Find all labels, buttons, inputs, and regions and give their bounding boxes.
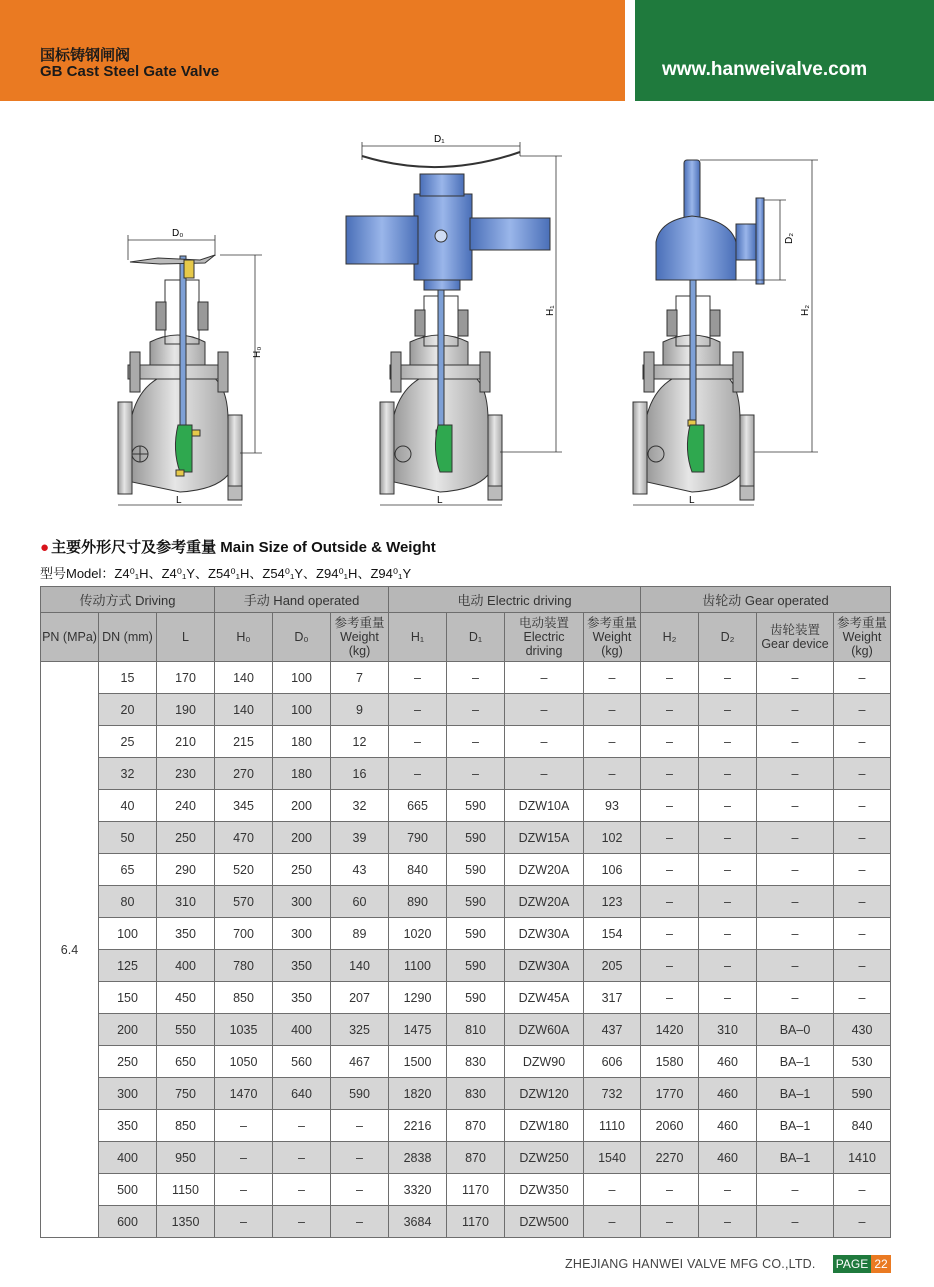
table-cell: DZW350 <box>505 1174 584 1206</box>
table-cell: 460 <box>699 1110 757 1142</box>
table-cell: – <box>641 790 699 822</box>
table-cell: 840 <box>834 1110 891 1142</box>
table-cell: 200 <box>273 790 331 822</box>
table-cell: 80 <box>99 886 157 918</box>
table-row <box>41 1142 891 1174</box>
table-cell: – <box>834 886 891 918</box>
header-divider <box>625 0 635 101</box>
table-cell: 240 <box>157 790 215 822</box>
table-cell: – <box>699 758 757 790</box>
page-number: 22 <box>871 1255 891 1273</box>
col-header-dn: DN (mm) <box>99 613 157 662</box>
table-cell: 150 <box>99 982 157 1014</box>
table-cell: – <box>215 1174 273 1206</box>
table-cell: 520 <box>215 854 273 886</box>
table-row <box>41 918 891 950</box>
table-cell: 830 <box>447 1078 505 1110</box>
col-header-l: L <box>157 613 215 662</box>
table-cell: 350 <box>157 918 215 950</box>
table-cell: BA–1 <box>757 1046 834 1078</box>
table-cell: – <box>757 854 834 886</box>
table-cell: 1050 <box>215 1046 273 1078</box>
dim-label-h1: H₁ <box>545 305 556 316</box>
page-label: PAGE <box>833 1255 871 1273</box>
table-cell: DZW20A <box>505 886 584 918</box>
table-cell: 180 <box>273 758 331 790</box>
table-cell: 60 <box>331 886 389 918</box>
valve-diagrams <box>0 120 934 520</box>
table-cell: – <box>699 886 757 918</box>
dim-label-l1: L <box>176 495 182 506</box>
table-cell: 870 <box>447 1110 505 1142</box>
website-link[interactable]: www.hanweivalve.com <box>662 59 868 80</box>
table-cell: DZW15A <box>505 822 584 854</box>
table-row <box>41 950 891 982</box>
table-cell: 590 <box>447 918 505 950</box>
col-header-d1: D₁ <box>447 613 505 662</box>
table-cell: DZW180 <box>505 1110 584 1142</box>
table-cell: 450 <box>157 982 215 1014</box>
table-row <box>41 822 891 854</box>
table-cell: 890 <box>389 886 447 918</box>
table-cell: 200 <box>99 1014 157 1046</box>
table-cell: 550 <box>157 1014 215 1046</box>
table-cell: 2216 <box>389 1110 447 1142</box>
table-cell: 1150 <box>157 1174 215 1206</box>
table-cell: DZW10A <box>505 790 584 822</box>
table-cell: 100 <box>99 918 157 950</box>
group-header-gear: 齿轮动 Gear operated <box>641 587 891 613</box>
table-cell: 590 <box>331 1078 389 1110</box>
table-cell: – <box>641 854 699 886</box>
table-cell: 205 <box>584 950 641 982</box>
table-cell: 100 <box>273 662 331 694</box>
table-cell: – <box>757 790 834 822</box>
table-cell: 140 <box>215 662 273 694</box>
table-cell: – <box>757 1174 834 1206</box>
section-heading <box>40 536 436 557</box>
table-cell: – <box>834 854 891 886</box>
page-title-en: GB Cast Steel Gate Valve <box>40 63 220 80</box>
table-row <box>41 1014 891 1046</box>
dim-label-d0: D₀ <box>172 228 184 239</box>
table-cell: – <box>505 662 584 694</box>
table-cell: 665 <box>389 790 447 822</box>
table-cell: 732 <box>584 1078 641 1110</box>
table-cell: 400 <box>99 1142 157 1174</box>
col-header-h2: H₂ <box>641 613 699 662</box>
model-line: 型号Model：Z4⁰₁H、Z4⁰₁Y、Z54⁰₁H、Z54⁰₁Y、Z94⁰₁H、Z94⁰₁Y <box>40 566 412 581</box>
table-cell: – <box>331 1174 389 1206</box>
table-cell: 1540 <box>584 1142 641 1174</box>
col-header-h0: H₀ <box>215 613 273 662</box>
table-cell: 40 <box>99 790 157 822</box>
col-header-weight-hand: 参考重量 Weight (kg) <box>331 613 389 662</box>
table-cell: – <box>331 1110 389 1142</box>
table-cell: – <box>699 918 757 950</box>
table-cell: 100 <box>273 694 331 726</box>
table-cell: 102 <box>584 822 641 854</box>
table-cell: – <box>834 758 891 790</box>
table-cell: 32 <box>331 790 389 822</box>
table-cell: 170 <box>157 662 215 694</box>
table-cell: 9 <box>331 694 389 726</box>
dim-label-h0: H₀ <box>252 346 263 358</box>
table-cell: 89 <box>331 918 389 950</box>
table-cell: – <box>834 726 891 758</box>
table-cell: – <box>699 1206 757 1238</box>
table-cell: 640 <box>273 1078 331 1110</box>
table-cell: – <box>273 1110 331 1142</box>
table-cell: – <box>757 822 834 854</box>
table-cell: – <box>834 1206 891 1238</box>
table-row <box>41 854 891 886</box>
table-cell: 32 <box>99 758 157 790</box>
table-cell: 123 <box>584 886 641 918</box>
table-cell: 850 <box>215 982 273 1014</box>
table-cell: 560 <box>273 1046 331 1078</box>
table-cell: – <box>215 1206 273 1238</box>
table-cell: – <box>834 950 891 982</box>
table-cell: 65 <box>99 854 157 886</box>
table-cell: – <box>699 1174 757 1206</box>
table-cell: DZW250 <box>505 1142 584 1174</box>
table-cell: 180 <box>273 726 331 758</box>
table-cell: – <box>641 886 699 918</box>
table-cell: – <box>757 662 834 694</box>
spec-table <box>40 586 891 1238</box>
table-cell: – <box>584 726 641 758</box>
table-cell: 810 <box>447 1014 505 1046</box>
table-cell: – <box>757 726 834 758</box>
table-cell: 600 <box>99 1206 157 1238</box>
table-cell: 530 <box>834 1046 891 1078</box>
table-cell: – <box>834 1174 891 1206</box>
table-cell: 1580 <box>641 1046 699 1078</box>
table-cell: 606 <box>584 1046 641 1078</box>
table-cell: 1500 <box>389 1046 447 1078</box>
table-cell: – <box>834 790 891 822</box>
table-cell: 467 <box>331 1046 389 1078</box>
table-cell: 460 <box>699 1142 757 1174</box>
table-cell: 1020 <box>389 918 447 950</box>
col-header-h1: H₁ <box>389 613 447 662</box>
table-cell: – <box>641 758 699 790</box>
table-cell: – <box>757 918 834 950</box>
table-row <box>41 662 891 694</box>
table-cell: 350 <box>99 1110 157 1142</box>
table-cell: 230 <box>157 758 215 790</box>
table-cell: 590 <box>447 982 505 1014</box>
table-cell: 39 <box>331 822 389 854</box>
table-cell: 830 <box>447 1046 505 1078</box>
table-cell: 345 <box>215 790 273 822</box>
table-cell: – <box>641 726 699 758</box>
table-cell: 7 <box>331 662 389 694</box>
table-cell: – <box>331 1142 389 1174</box>
table-cell: 1170 <box>447 1206 505 1238</box>
table-cell: – <box>757 758 834 790</box>
pn-cell: 6.4 <box>41 662 99 1238</box>
table-cell: – <box>699 854 757 886</box>
table-cell: – <box>447 694 505 726</box>
table-cell: – <box>447 662 505 694</box>
table-cell: 125 <box>99 950 157 982</box>
table-cell: 570 <box>215 886 273 918</box>
table-cell: DZW20A <box>505 854 584 886</box>
table-cell: 310 <box>699 1014 757 1046</box>
table-row <box>41 1046 891 1078</box>
table-row <box>41 1078 891 1110</box>
table-cell: DZW30A <box>505 950 584 982</box>
table-cell: DZW45A <box>505 982 584 1014</box>
table-cell: 2060 <box>641 1110 699 1142</box>
table-row <box>41 886 891 918</box>
dim-label-h2: H₂ <box>800 304 811 316</box>
table-cell: 250 <box>99 1046 157 1078</box>
table-cell: 190 <box>157 694 215 726</box>
table-cell: – <box>389 758 447 790</box>
table-cell: DZW60A <box>505 1014 584 1046</box>
table-cell: 1420 <box>641 1014 699 1046</box>
table-cell: 1170 <box>447 1174 505 1206</box>
table-cell: 207 <box>331 982 389 1014</box>
table-row <box>41 1174 891 1206</box>
table-cell: 400 <box>273 1014 331 1046</box>
table-cell: 590 <box>447 790 505 822</box>
table-cell: – <box>641 950 699 982</box>
table-cell: – <box>215 1110 273 1142</box>
page-title-cn: 国标铸钢闸阀 <box>40 47 131 64</box>
table-cell: 650 <box>157 1046 215 1078</box>
col-header-weight-electric: 参考重量 Weight (kg) <box>584 613 641 662</box>
table-cell: 16 <box>331 758 389 790</box>
table-row <box>41 694 891 726</box>
table-cell: BA–1 <box>757 1078 834 1110</box>
table-cell: 250 <box>157 822 215 854</box>
table-cell: – <box>834 918 891 950</box>
table-cell: – <box>699 790 757 822</box>
table-cell: – <box>699 694 757 726</box>
table-cell: 325 <box>331 1014 389 1046</box>
table-cell: 950 <box>157 1142 215 1174</box>
table-cell: 310 <box>157 886 215 918</box>
table-cell: – <box>757 886 834 918</box>
table-cell: – <box>699 950 757 982</box>
table-cell: – <box>757 1206 834 1238</box>
table-cell: DZW500 <box>505 1206 584 1238</box>
table-cell: – <box>641 662 699 694</box>
table-cell: 300 <box>273 918 331 950</box>
table-cell: 437 <box>584 1014 641 1046</box>
table-row <box>41 790 891 822</box>
table-cell: 470 <box>215 822 273 854</box>
table-cell: 1770 <box>641 1078 699 1110</box>
footer-company: ZHEJIANG HANWEI VALVE MFG CO.,LTD. <box>565 1257 816 1271</box>
table-cell: 250 <box>273 854 331 886</box>
table-cell: 790 <box>389 822 447 854</box>
table-cell: 317 <box>584 982 641 1014</box>
dim-label-d2: D₂ <box>784 232 795 244</box>
table-cell: 750 <box>157 1078 215 1110</box>
group-header-hand: 手动 Hand operated <box>215 587 389 613</box>
table-cell: 93 <box>584 790 641 822</box>
table-cell: BA–0 <box>757 1014 834 1046</box>
table-row <box>41 1206 891 1238</box>
col-header-d0: D₀ <box>273 613 331 662</box>
table-cell: BA–1 <box>757 1110 834 1142</box>
table-cell: 1110 <box>584 1110 641 1142</box>
table-cell: 43 <box>331 854 389 886</box>
table-cell: 590 <box>447 950 505 982</box>
col-header-electric-device: 电动装置 Electric driving <box>505 613 584 662</box>
table-cell: 1100 <box>389 950 447 982</box>
table-cell: 3320 <box>389 1174 447 1206</box>
table-cell: 590 <box>834 1078 891 1110</box>
table-cell: – <box>389 726 447 758</box>
table-cell: 50 <box>99 822 157 854</box>
table-cell: – <box>505 694 584 726</box>
gear-operated-valve <box>633 160 764 500</box>
table-cell: – <box>834 982 891 1014</box>
dim-label-d1: D₁ <box>434 134 445 145</box>
table-cell: 12 <box>331 726 389 758</box>
table-cell: – <box>584 662 641 694</box>
table-cell: – <box>641 694 699 726</box>
table-cell: 700 <box>215 918 273 950</box>
table-cell: 25 <box>99 726 157 758</box>
table-cell: – <box>389 694 447 726</box>
table-cell: 300 <box>99 1078 157 1110</box>
table-cell: – <box>215 1142 273 1174</box>
table-cell: 460 <box>699 1046 757 1078</box>
table-cell: 1820 <box>389 1078 447 1110</box>
table-cell: 400 <box>157 950 215 982</box>
table-cell: 350 <box>273 982 331 1014</box>
col-header-d2: D₂ <box>699 613 757 662</box>
table-cell: – <box>641 822 699 854</box>
table-cell: – <box>757 950 834 982</box>
table-cell: 350 <box>273 950 331 982</box>
group-header-electric: 电动 Electric driving <box>389 587 641 613</box>
table-cell: 106 <box>584 854 641 886</box>
table-cell: 1350 <box>157 1206 215 1238</box>
table-cell: 20 <box>99 694 157 726</box>
table-cell: 1475 <box>389 1014 447 1046</box>
group-header-driving: 传动方式 Driving <box>41 587 215 613</box>
table-cell: – <box>273 1142 331 1174</box>
table-row <box>41 1110 891 1142</box>
table-cell: 1410 <box>834 1142 891 1174</box>
table-cell: – <box>641 1206 699 1238</box>
table-cell: 460 <box>699 1078 757 1110</box>
table-cell: – <box>834 662 891 694</box>
table-cell: – <box>699 662 757 694</box>
table-cell: 1290 <box>389 982 447 1014</box>
table-row <box>41 726 891 758</box>
table-cell: – <box>584 1206 641 1238</box>
table-cell: 200 <box>273 822 331 854</box>
table-row <box>41 758 891 790</box>
table-cell: – <box>641 1174 699 1206</box>
table-cell: – <box>389 662 447 694</box>
col-header-weight-gear: 参考重量 Weight (kg) <box>834 613 891 662</box>
table-cell: 590 <box>447 822 505 854</box>
table-cell: – <box>757 694 834 726</box>
table-cell: 2270 <box>641 1142 699 1174</box>
electric-valve <box>346 152 550 500</box>
dim-label-l3: L <box>689 495 695 506</box>
table-cell: DZW120 <box>505 1078 584 1110</box>
table-cell: – <box>331 1206 389 1238</box>
table-cell: – <box>273 1206 331 1238</box>
table-cell: – <box>641 982 699 1014</box>
table-cell: 2838 <box>389 1142 447 1174</box>
table-cell: – <box>699 726 757 758</box>
table-cell: – <box>699 982 757 1014</box>
table-cell: – <box>505 758 584 790</box>
table-cell: 154 <box>584 918 641 950</box>
col-header-pn: PN (MPa) <box>41 613 99 662</box>
col-header-gear-device: 齿轮装置 Gear device <box>757 613 834 662</box>
table-cell: BA–1 <box>757 1142 834 1174</box>
table-cell: 300 <box>273 886 331 918</box>
table-cell: 780 <box>215 950 273 982</box>
hand-operated-valve <box>118 255 242 500</box>
table-cell: – <box>447 726 505 758</box>
header-green-band <box>635 0 934 101</box>
bullet-icon: ● <box>40 539 50 556</box>
table-cell: 290 <box>157 854 215 886</box>
table-cell: 590 <box>447 886 505 918</box>
table-cell: 850 <box>157 1110 215 1142</box>
table-cell: 270 <box>215 758 273 790</box>
table-cell: – <box>584 758 641 790</box>
table-cell: 590 <box>447 854 505 886</box>
table-cell: – <box>834 822 891 854</box>
table-cell: 1035 <box>215 1014 273 1046</box>
table-row <box>41 982 891 1014</box>
table-cell: 870 <box>447 1142 505 1174</box>
section-title-text: 主要外形尺寸及参考重量 Main Size of Outside & Weight <box>51 539 436 556</box>
table-cell: 140 <box>331 950 389 982</box>
table-cell: – <box>447 758 505 790</box>
table-cell: – <box>584 1174 641 1206</box>
table-cell: 1470 <box>215 1078 273 1110</box>
table-cell: 140 <box>215 694 273 726</box>
table-cell: 840 <box>389 854 447 886</box>
table-cell: – <box>584 694 641 726</box>
table-cell: – <box>699 822 757 854</box>
table-cell: 15 <box>99 662 157 694</box>
table-cell: – <box>505 726 584 758</box>
table-cell: – <box>757 982 834 1014</box>
table-cell: 3684 <box>389 1206 447 1238</box>
table-cell: – <box>834 694 891 726</box>
table-cell: 215 <box>215 726 273 758</box>
table-cell: – <box>641 918 699 950</box>
table-cell: 500 <box>99 1174 157 1206</box>
table-cell: 430 <box>834 1014 891 1046</box>
table-cell: 210 <box>157 726 215 758</box>
table-cell: DZW30A <box>505 918 584 950</box>
table-cell: DZW90 <box>505 1046 584 1078</box>
dim-label-l2: L <box>437 495 443 506</box>
table-cell: – <box>273 1174 331 1206</box>
